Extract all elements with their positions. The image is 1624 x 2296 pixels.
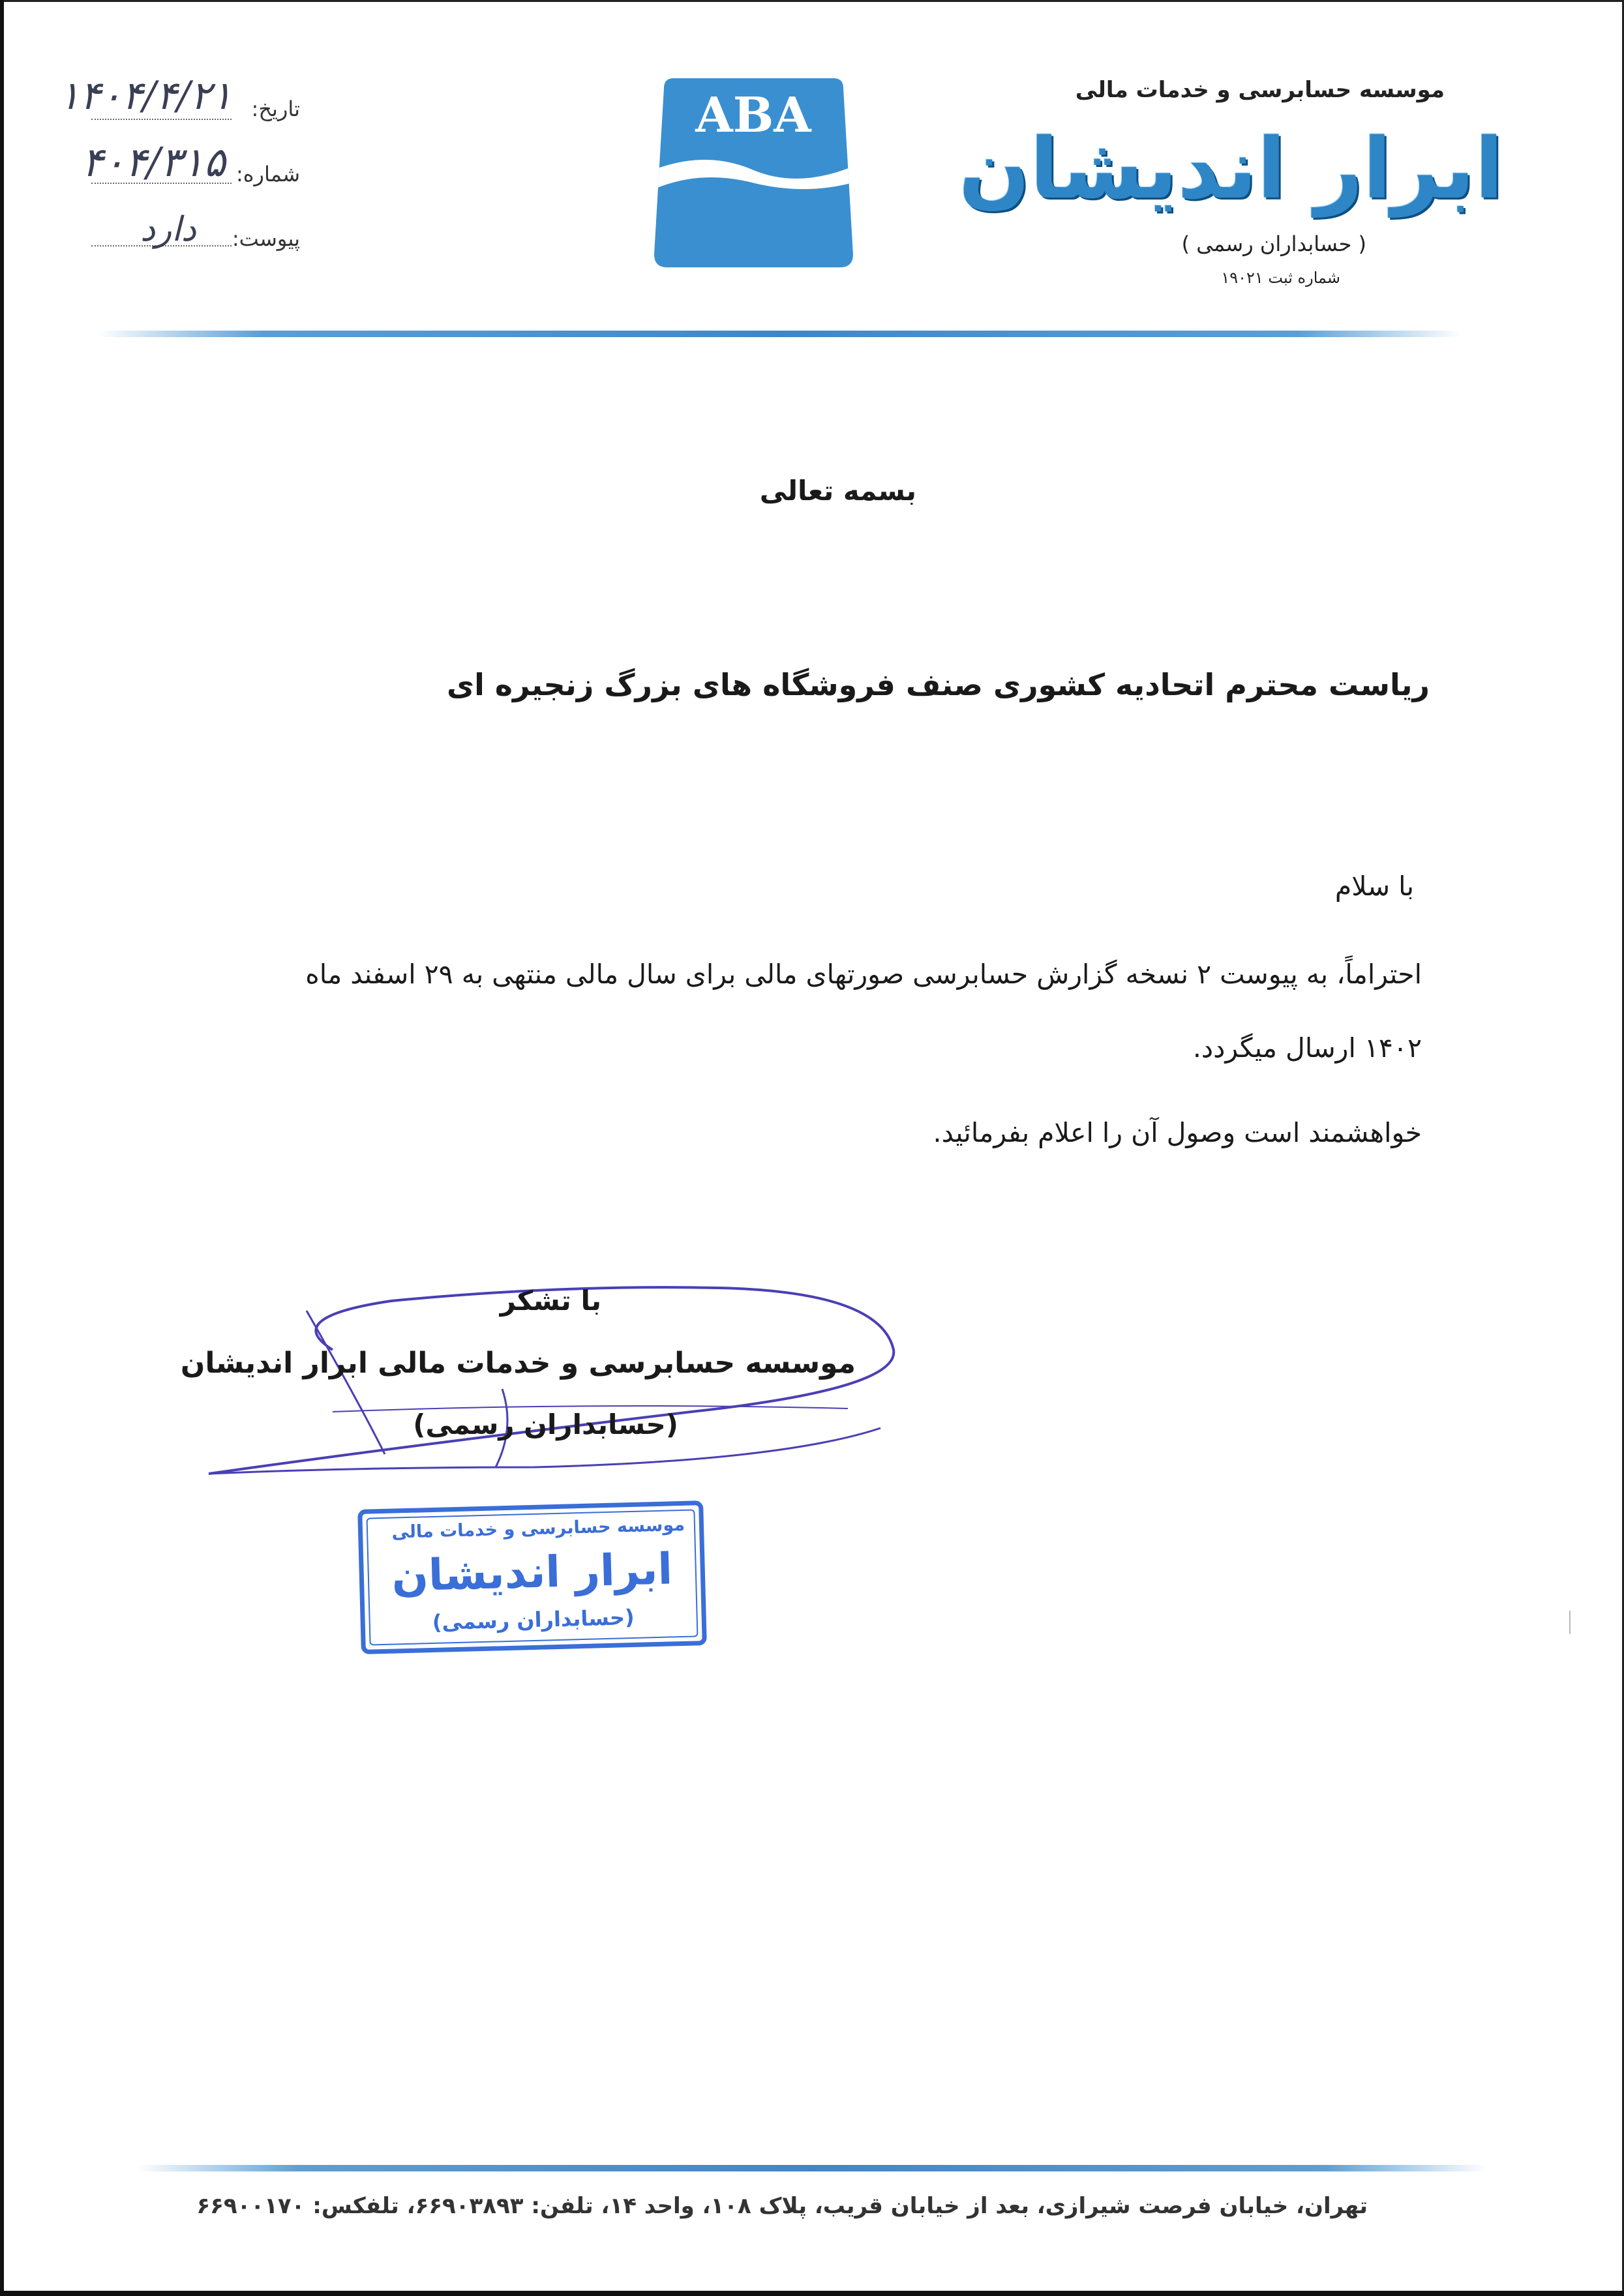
stamp-top-text: موسسه حسابرسی و خدمات مالی (391, 1514, 685, 1543)
body-line-2: ۱۴۰۲ ارسال میگردد. (1192, 1032, 1422, 1064)
closing-thanks: با تشکر (500, 1285, 601, 1317)
date-dotted-line (91, 119, 232, 120)
institute-line: موسسه حسابرسی و خدمات مالی (1075, 77, 1445, 103)
number-value: ۴۰۴/۳۱۵ (82, 138, 226, 186)
header-divider (98, 331, 1461, 337)
body-line-1: احتراماً، به پیوست ۲ نسخه گزارش حسابرسی صورتهای مالی برای سال مالی منتهی به ۲۹ اسفند ماه (305, 959, 1422, 990)
scan-edge-bottom (0, 2291, 1624, 2296)
bismillah-heading: بسمه تعالی (759, 475, 916, 507)
date-label: تاریخ: (251, 97, 300, 121)
greeting: با سلام (1334, 871, 1414, 902)
signer-subtitle: (حسابداران رسمی) (413, 1409, 678, 1440)
date-value: ۱۴۰۴/۴/۲۱ (59, 73, 233, 119)
stamp-subtitle: (حسابداران رسمی) (432, 1604, 635, 1635)
signer-organization: موسسه حسابرسی و خدمات مالی ابرار اندیشان (180, 1347, 856, 1380)
brand-subtitle: ( حسابداران رسمی ) (1181, 231, 1366, 256)
scan-edge-left (0, 0, 4, 2296)
logo-text: ABA (695, 87, 811, 143)
request-line: خواهشمند است وصول آن را اعلام بفرمائید. (933, 1117, 1422, 1148)
aba-logo (654, 78, 853, 267)
stamp-name: ابرار اندیشان (391, 1543, 674, 1602)
addressee: ریاست محترم اتحادیه کشوری صنف فروشگاه های بزرگ زنجیره ای (446, 667, 1430, 702)
attachment-label: پیوست: (232, 226, 300, 251)
registration-number: شماره ثبت ۱۹۰۲۱ (1221, 269, 1340, 287)
footer-address: تهران، خیابان فرصت شیرازی، بعد از خیابان قریب، پلاک ۱۰۸، واحد ۱۴، تلفن: ۶۶۹۰۳۸۹۳، تلفکس: ۶۶۹۰۰۱۷۰ (196, 2193, 1368, 2219)
brand-name: ابرار اندیشان (958, 121, 1503, 218)
attachment-value: دارد (140, 210, 196, 249)
footer-divider (137, 2165, 1487, 2171)
number-label: شماره: (235, 162, 300, 186)
scan-edge-top (0, 0, 1624, 2)
margin-mark (1569, 1611, 1571, 1634)
institution-stamp (357, 1500, 707, 1654)
